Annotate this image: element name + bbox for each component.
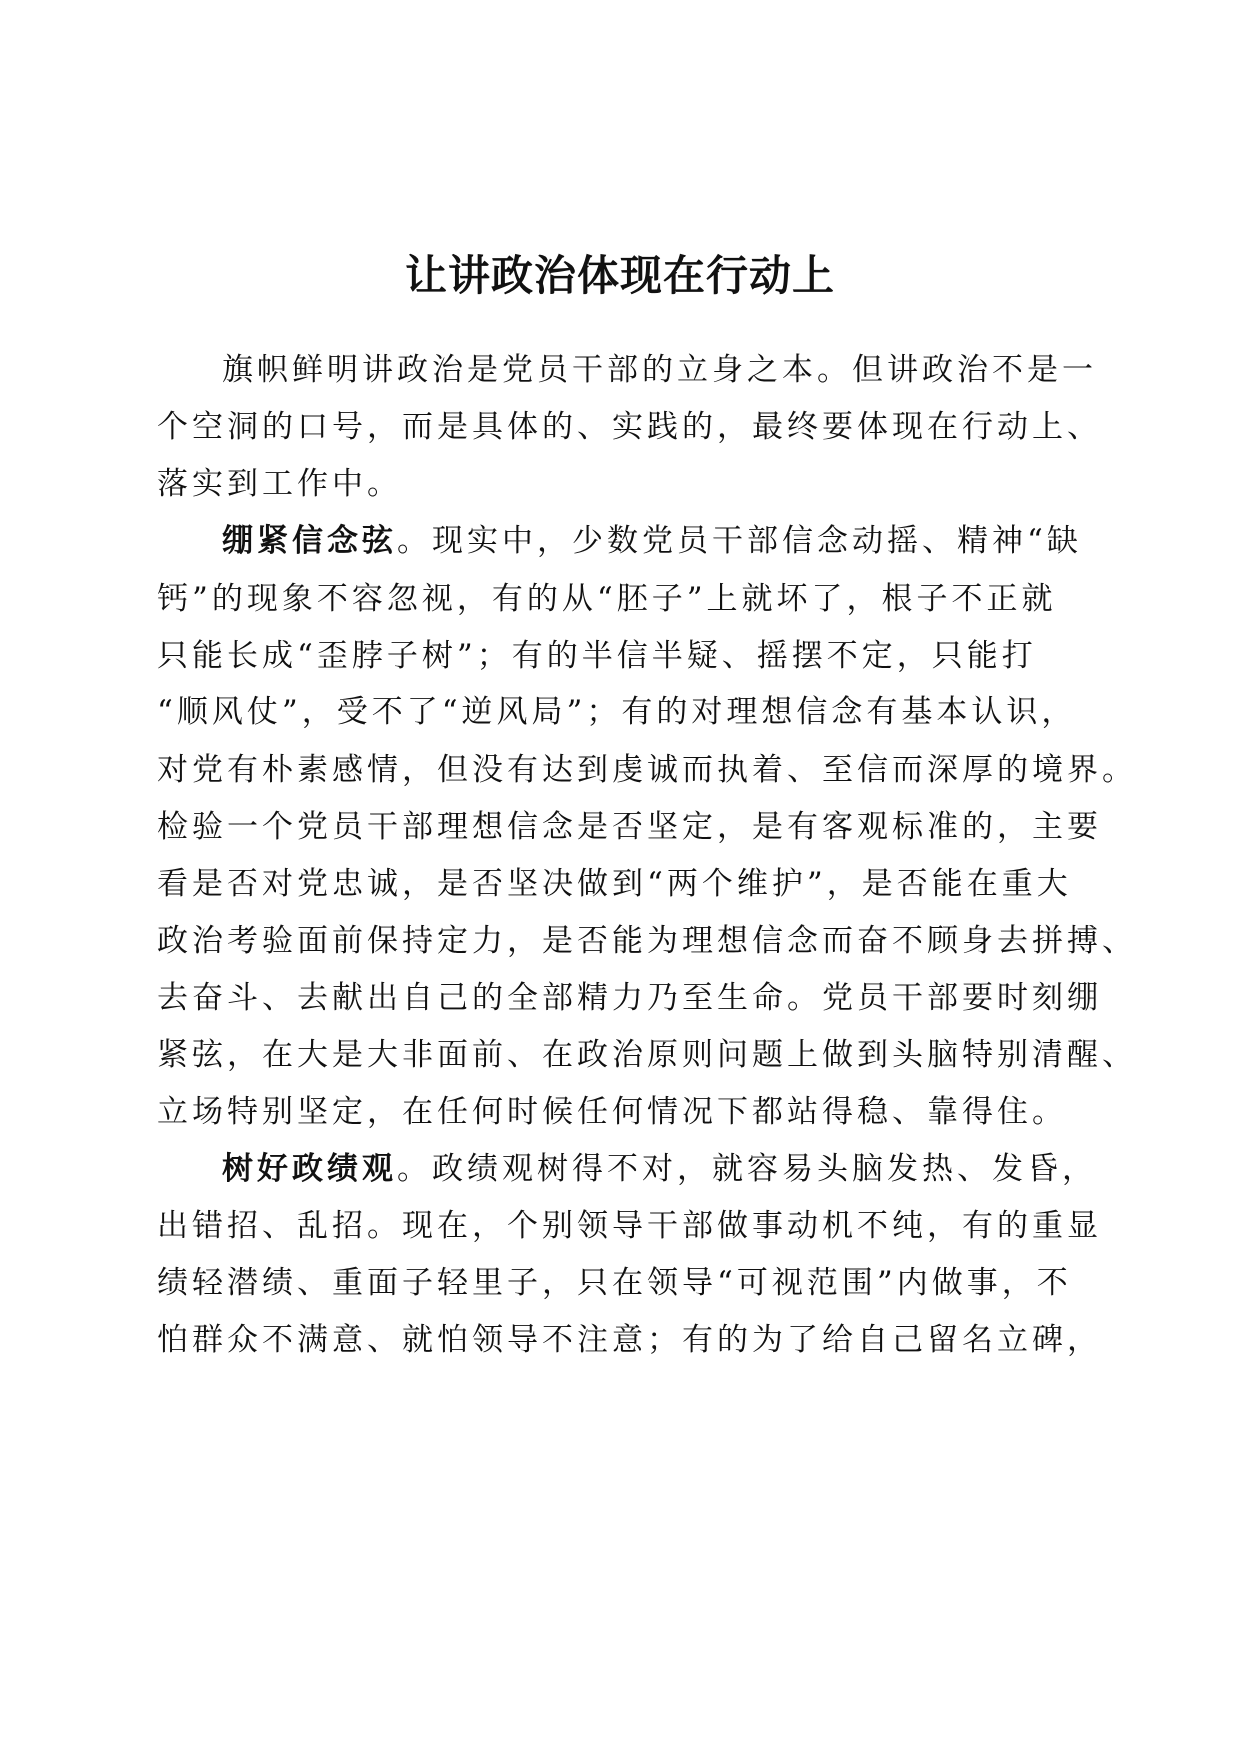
paragraph-line	[157, 919, 1137, 963]
line-text: 落实到工作中。	[157, 466, 402, 502]
paragraph-line	[157, 862, 1072, 906]
line-text: 看是否对党忠诚，是否坚决做到“两个维护”，是否能在重大	[157, 866, 1072, 902]
line-text: 去奋斗、去献出自己的全部精力乃至生命。党员干部要时刻绷	[157, 980, 1102, 1016]
line-text: 出错招、乱招。现在，个别领导干部做事动机不纯，有的重显	[157, 1208, 1102, 1244]
paragraph-line	[157, 634, 1037, 678]
line-text: 只能长成“歪脖子树”；有的半信半疑、摇摆不定，只能打	[157, 638, 1037, 674]
paragraph-line	[157, 405, 1102, 449]
line-text: 。现实中，少数党员干部信念动摇、精神“缺	[397, 523, 1082, 559]
paragraph-line	[222, 1147, 1097, 1191]
paragraph-line	[157, 805, 1102, 849]
line-text: 旗帜鲜明讲政治是党员干部的立身之本。但讲政治不是一	[222, 352, 1097, 388]
line-text: 个空洞的口号，而是具体的、实践的，最终要体现在行动上、	[157, 409, 1102, 445]
document-title: 让讲政治体现在行动上	[404, 251, 835, 300]
line-text: 钙”的现象不容忽视，有的从“胚子”上就坏了，根子不正就	[157, 581, 1057, 617]
line-text: 对党有朴素感情，但没有达到虔诚而执着、至信而深厚的境界。	[157, 752, 1137, 788]
line-text: 立场特别坚定，在任何时候任何情况下都站得稳、靠得住。	[157, 1094, 1067, 1130]
line-text: 检验一个党员干部理想信念是否坚定，是有客观标准的，主要	[157, 809, 1102, 845]
paragraph-line	[222, 348, 1097, 392]
paragraph-line	[157, 462, 402, 506]
paragraph-line	[157, 690, 1076, 734]
line-text: 紧弦，在大是大非面前、在政治原则问题上做到头脑特别清醒、	[157, 1037, 1137, 1073]
line-text: 。政绩观树得不对，就容易头脑发热、发昏，	[397, 1151, 1097, 1187]
paragraph-line	[157, 1318, 1102, 1362]
line-text: 怕群众不满意、就怕领导不注意；有的为了给自己留名立碑，	[157, 1322, 1102, 1358]
paragraph-line	[157, 1033, 1137, 1077]
paragraph-line	[157, 976, 1102, 1020]
paragraph-line	[157, 748, 1137, 792]
paragraph-line	[157, 1090, 1067, 1134]
line-text: 政治考验面前保持定力，是否能为理想信念而奋不顾身去拼搏、	[157, 923, 1137, 959]
paragraph-line	[157, 1261, 1072, 1305]
line-text: “顺风仗”，受不了“逆风局”；有的对理想信念有基本认识，	[157, 694, 1077, 730]
paragraph-line	[222, 519, 1082, 563]
section-lead: 树好政绩观	[222, 1151, 397, 1187]
paragraph-line	[157, 577, 1057, 621]
line-text: 绩轻潜绩、重面子轻里子，只在领导“可视范围”内做事，不	[157, 1265, 1072, 1301]
section-lead: 绷紧信念弦	[222, 523, 397, 559]
paragraph-line	[157, 1204, 1102, 1248]
